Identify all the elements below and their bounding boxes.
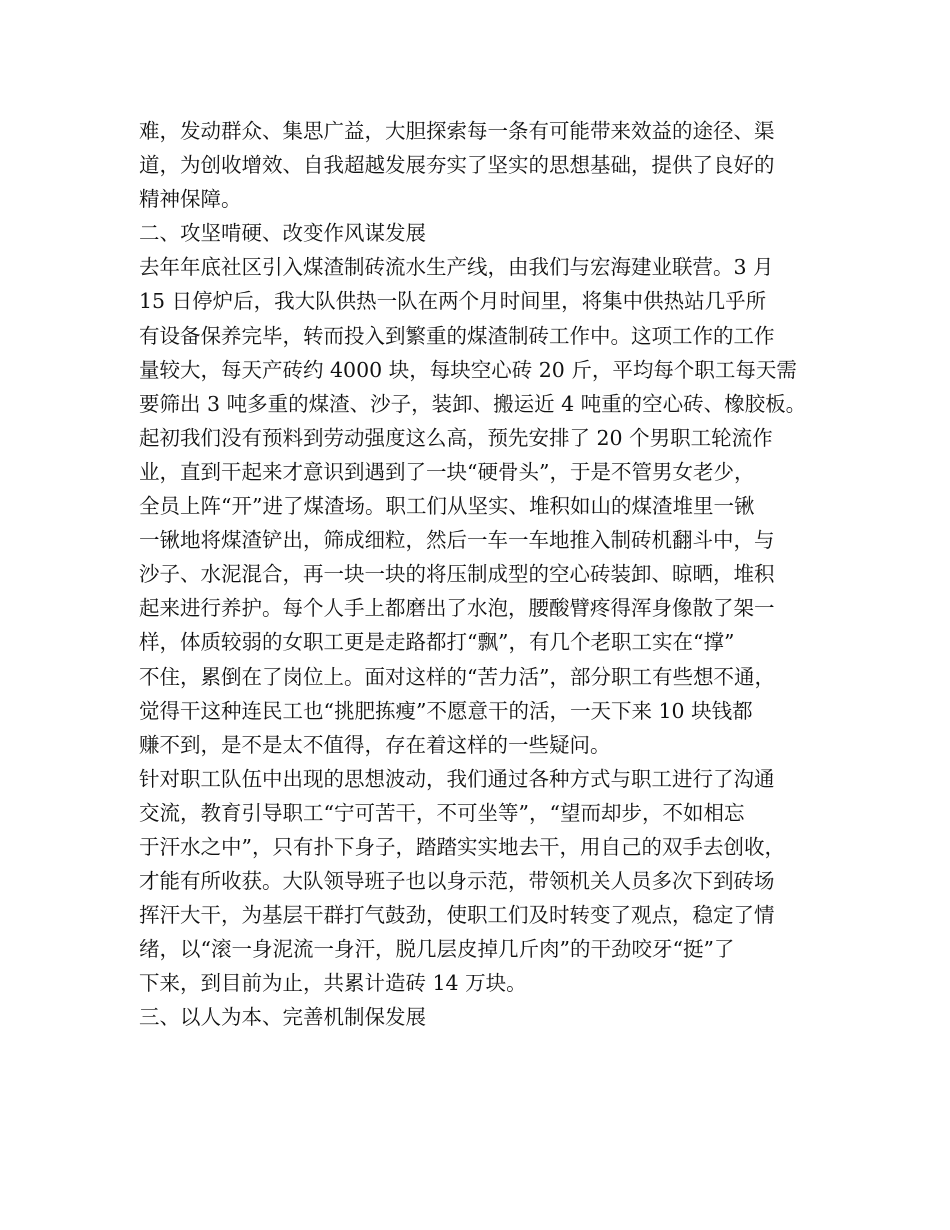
text-line: 业，直到干起来才意识到遇到了一块“硬骨头”，于是不管男女老少， bbox=[139, 459, 755, 484]
text-line: 起来进行养护。每个人手上都磨出了水泡，腰酸臂疼得浑身像散了架一 bbox=[139, 596, 775, 621]
text-line: 精神保障。 bbox=[139, 187, 242, 212]
text-line: 针对职工队伍中出现的思想波动，我们通过各种方式与职工进行了沟通 bbox=[139, 766, 775, 791]
text-line: 交流，教育引导职工“宁可苦干，不可坐等”，“望而却步，不如相忘 bbox=[139, 800, 745, 825]
text-line: 一锹地将煤渣铲出，筛成细粒，然后一车一车地推入制砖机翻斗中，与 bbox=[139, 528, 775, 553]
text-line: 觉得干这种连民工也“挑肥拣瘦”不愿意干的活，一天下来 10 块钱都 bbox=[139, 698, 753, 723]
section-heading: 三、以人为本、完善机制保发展 bbox=[139, 1005, 426, 1030]
text-line: 道，为创收增效、自我超越发展夯实了坚实的思想基础，提供了良好的 bbox=[139, 153, 775, 178]
text-line: 挥汗大干，为基层干群打气鼓劲，使职工们及时转变了观点，稳定了情 bbox=[139, 903, 775, 928]
text-line: 赚不到，是不是太不值得，存在着这样的一些疑问。 bbox=[139, 732, 611, 757]
text-line: 起初我们没有预料到劳动强度这么高，预先安排了 20 个男职工轮流作 bbox=[139, 425, 773, 450]
document-body bbox=[139, 114, 819, 1035]
section-heading: 二、攻坚啃硬、改变作风谋发展 bbox=[139, 221, 426, 246]
text-line: 15 日停炉后，我大队供热一队在两个月时间里，将集中供热站几乎所 bbox=[139, 289, 767, 314]
text-line: 有设备保养完毕，转而投入到繁重的煤渣制砖工作中。这项工作的工作 bbox=[139, 323, 775, 348]
text-line: 要筛出 3 吨多重的煤渣、沙子，装卸、搬运近 4 吨重的空心砖、橡胶板。 bbox=[139, 391, 807, 416]
text-line: 沙子、水泥混合，再一块一块的将压制成型的空心砖装卸、晾晒，堆积 bbox=[139, 562, 775, 587]
text-line: 下来，到目前为止，共累计造砖 14 万块。 bbox=[139, 971, 527, 996]
text-line: 绪，以“滚一身泥流一身汗，脱几层皮掉几斤肉”的干劲咬牙“挺”了 bbox=[139, 937, 735, 962]
text-line: 全员上阵“开”进了煤渣场。职工们从坚实、堆积如山的煤渣堆里一锹 bbox=[139, 494, 755, 519]
text-line: 不住，累倒在了岗位上。面对这样的“苦力活”，部分职工有些想不通， bbox=[139, 664, 775, 689]
text-line: 样，体质较弱的女职工更是走路都打“飘”，有几个老职工实在“撑” bbox=[139, 630, 735, 655]
text-line: 量较大，每天产砖约 4000 块，每块空心砖 20 斤，平均每个职工每天需 bbox=[139, 357, 797, 382]
text-line: 去年年底社区引入煤渣制砖流水生产线，由我们与宏海建业联营。3 月 bbox=[139, 255, 774, 280]
text-line: 难，发动群众、集思广益，大胆探索每一条有可能带来效益的途径、渠 bbox=[139, 119, 775, 143]
text-line: 于汗水之中”，只有扑下身子，踏踏实实地去干，用自己的双手去创收， bbox=[139, 834, 785, 859]
text-line: 才能有所收获。大队领导班子也以身示范，带领机关人员多次下到砖场 bbox=[139, 869, 775, 894]
